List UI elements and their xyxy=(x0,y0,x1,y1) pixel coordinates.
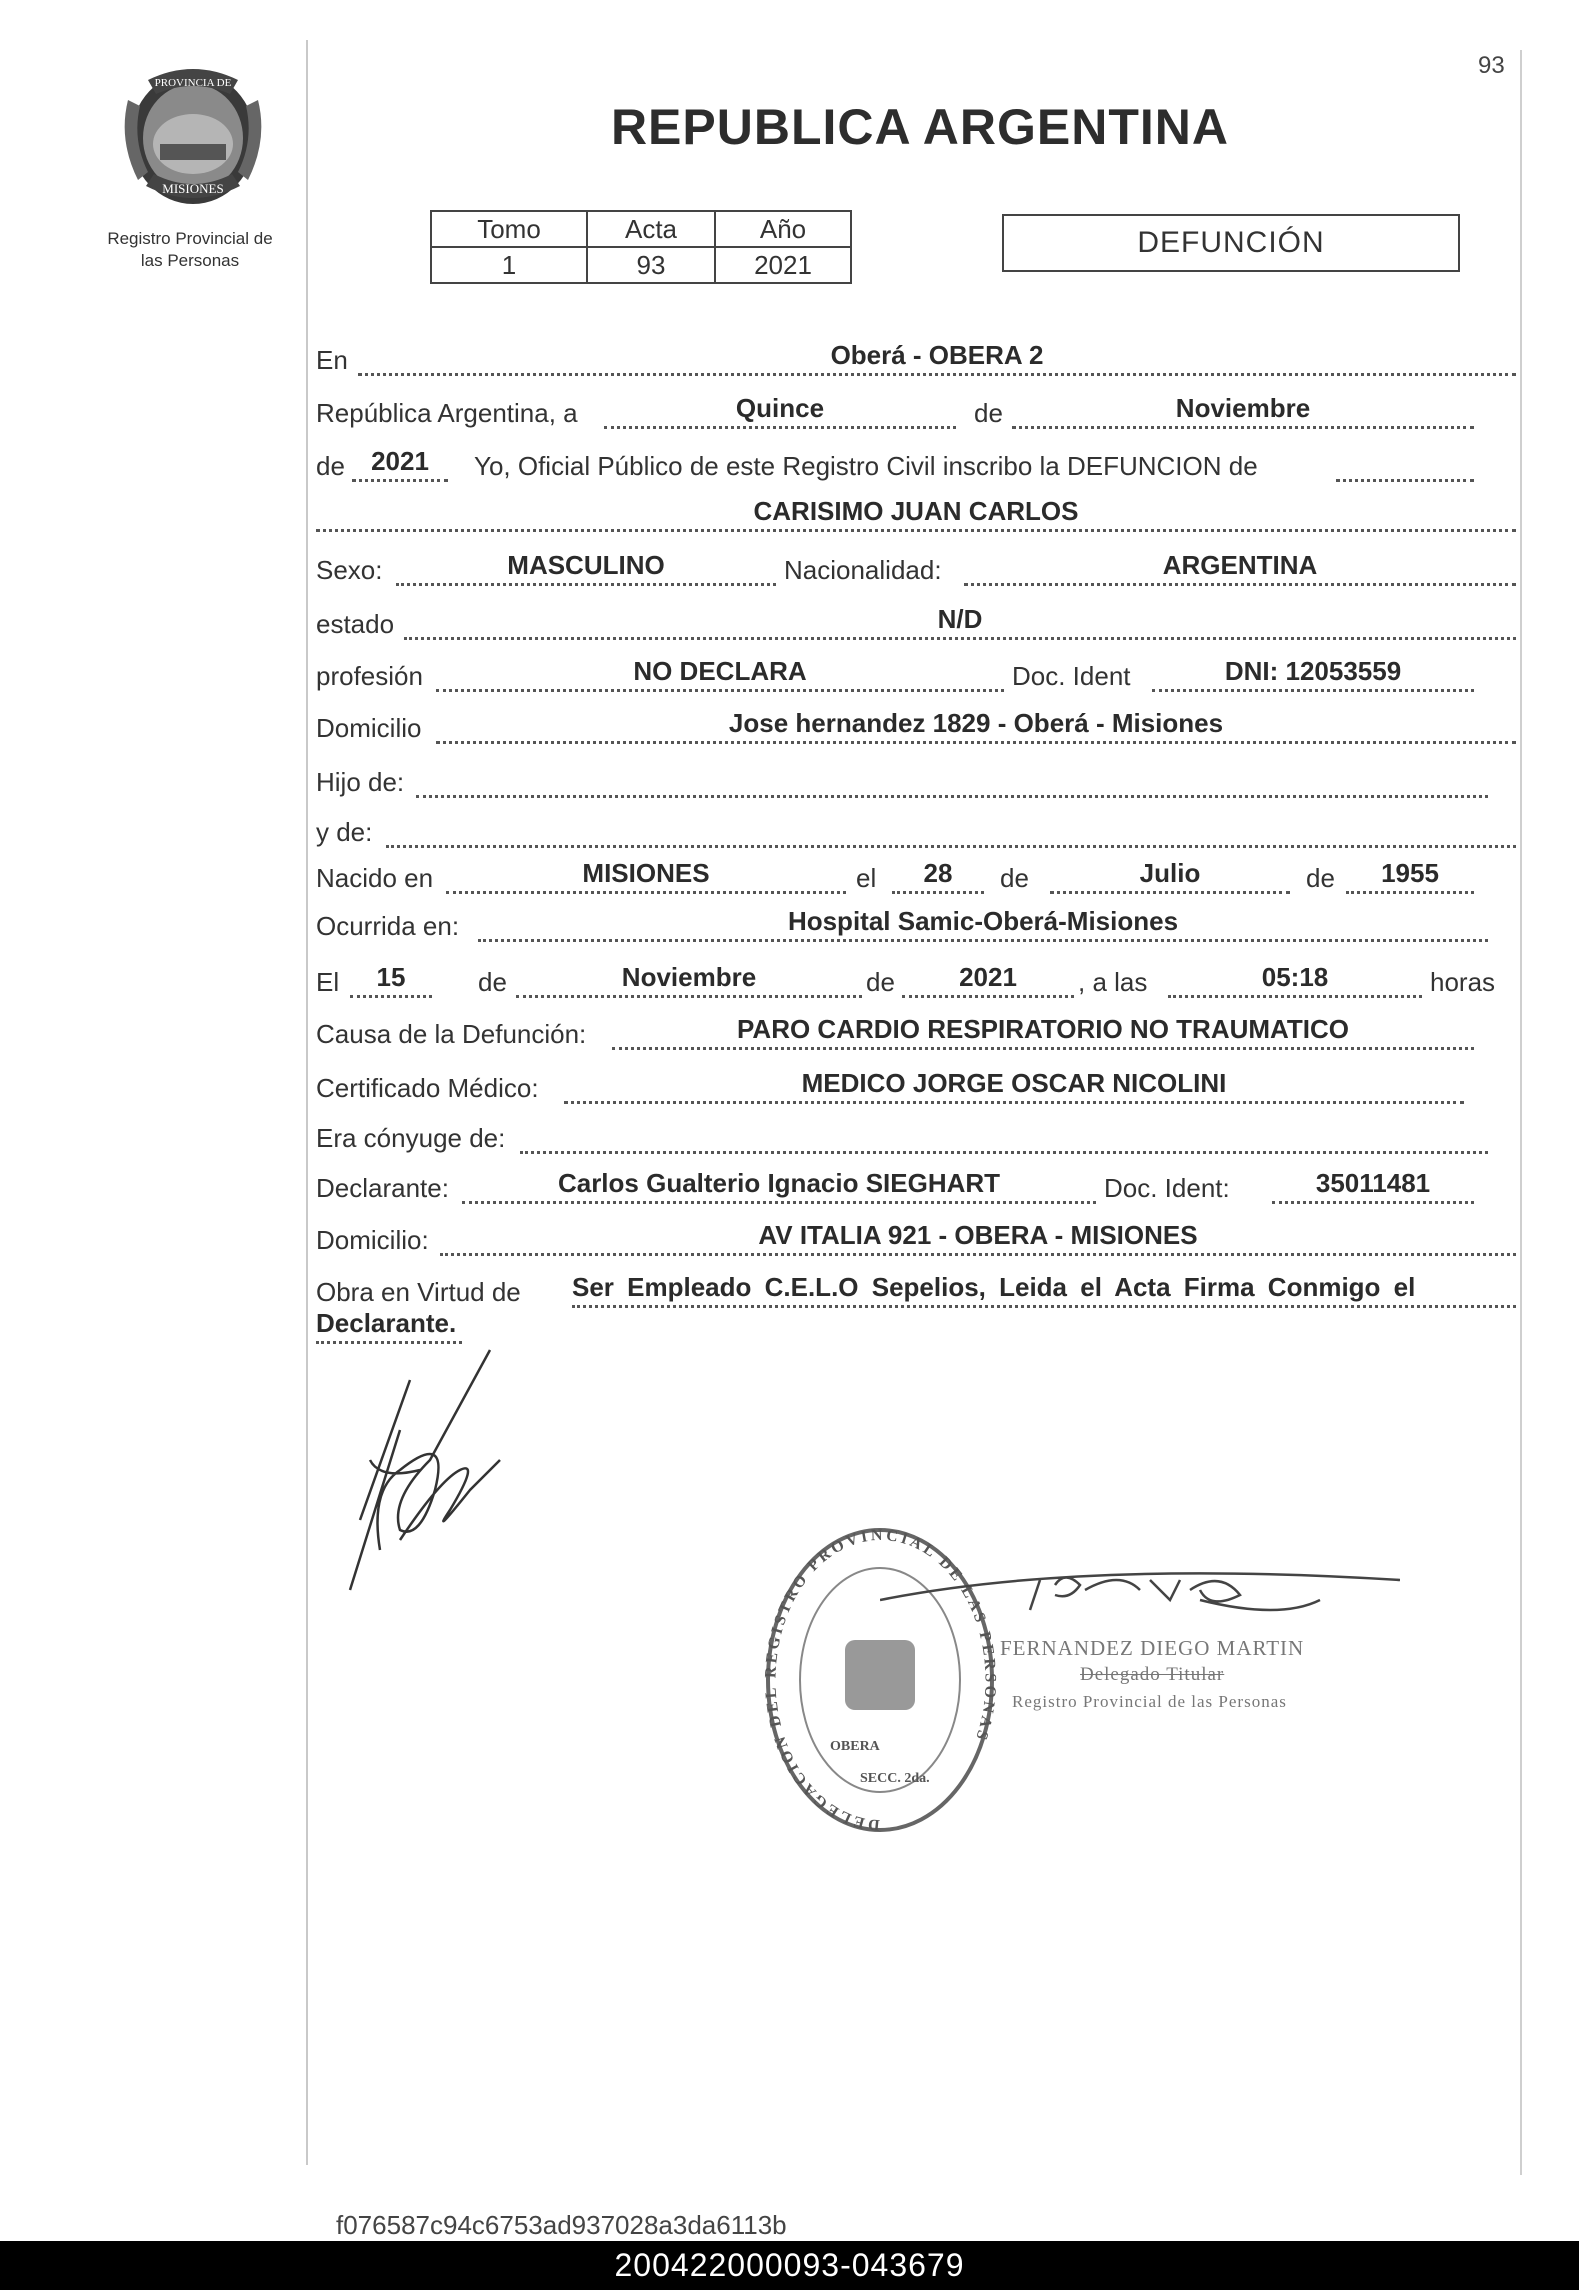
label-domicilio: Domicilio: xyxy=(316,1225,429,1255)
field-declarante: Carlos Gualterio Ignacio SIEGHART xyxy=(557,1168,1001,1198)
row-lugar xyxy=(316,340,1516,380)
label-de: de xyxy=(1306,863,1335,893)
label-el: el xyxy=(856,863,877,893)
row-nombre xyxy=(316,496,1516,536)
label-doc-ident: Doc. Ident: xyxy=(1104,1173,1230,1203)
row-domicilio xyxy=(316,708,1516,748)
label-hijo-de: Hijo de: xyxy=(316,767,405,797)
field-def-mes: Noviembre xyxy=(621,962,757,992)
field-anio: 2021 xyxy=(371,446,429,476)
record-table-value: 2021 xyxy=(715,247,851,283)
field-sexo: MASCULINO xyxy=(507,550,665,580)
label-profesion: profesión xyxy=(316,661,423,691)
row-ocurrida-en xyxy=(316,906,1516,946)
label-nacido-en: Nacido en xyxy=(316,863,434,893)
page-number: 93 xyxy=(1478,52,1505,79)
field-nombre-difunto: CARISIMO JUAN CARLOS xyxy=(753,496,1079,526)
registry-label-line1: Registro Provincial de xyxy=(107,229,273,248)
row-estado xyxy=(316,604,1516,644)
dotted-line xyxy=(386,845,1516,848)
field-estado: N/D xyxy=(937,604,983,634)
official-signature xyxy=(880,1540,1400,1650)
label-a-las: , a las xyxy=(1078,967,1148,997)
dotted-line xyxy=(1336,479,1474,482)
row-fecha xyxy=(316,393,1516,433)
label-en: En xyxy=(316,345,348,375)
record-table-value: 93 xyxy=(587,247,715,283)
row-fecha-defuncion xyxy=(316,962,1516,1002)
row-conyuge xyxy=(316,1118,1516,1158)
dotted-line xyxy=(416,795,1488,798)
seal-center-top: OBERA xyxy=(830,1739,880,1754)
field-dia-letras: Quince xyxy=(735,393,825,423)
field-obra-line2: Declarante. xyxy=(316,1308,457,1338)
label-de: de xyxy=(1000,863,1029,893)
row-obra-en-virtud xyxy=(316,1272,1516,1312)
right-margin-line xyxy=(1520,50,1522,2175)
row-y-de xyxy=(316,812,1516,852)
field-profesion: NO DECLARA xyxy=(633,656,807,686)
row-inscripcion xyxy=(316,446,1516,486)
label-y-de: y de: xyxy=(316,817,373,847)
field-mes: Noviembre xyxy=(1175,393,1311,423)
field-declarante-doc: 35011481 xyxy=(1315,1168,1431,1198)
field-dni: DNI: 12053559 xyxy=(1224,656,1402,686)
row-nacimiento xyxy=(316,858,1516,898)
label-republica: República Argentina, a xyxy=(316,398,578,428)
record-number-table xyxy=(430,210,852,284)
logo-bottom-text: MISIONES xyxy=(162,181,224,196)
label-de: de xyxy=(974,398,1003,428)
field-lugar: Oberá - OBERA 2 xyxy=(830,340,1044,370)
row-hijo-de xyxy=(316,762,1516,802)
row-causa xyxy=(316,1014,1516,1054)
label-conyuge: Era cónyuge de: xyxy=(316,1123,506,1153)
label-causa: Causa de la Defunción: xyxy=(316,1019,587,1049)
registry-label xyxy=(80,228,300,272)
field-domicilio: Jose hernandez 1829 - Oberá - Misiones xyxy=(728,708,1224,738)
record-type-box: DEFUNCIÓN xyxy=(1002,214,1460,272)
label-horas: horas xyxy=(1430,967,1496,997)
barcode-text: 200422000093-043679 xyxy=(614,2247,965,2283)
left-margin-line xyxy=(306,40,308,2165)
field-nacido-en: MISIONES xyxy=(582,858,710,888)
seal-center-bottom: SECC. 2da. xyxy=(860,1771,930,1786)
field-certificado: MEDICO JORGE OSCAR NICOLINI xyxy=(801,1068,1227,1098)
official-organization: Registro Provincial de las Personas xyxy=(1012,1692,1287,1711)
page-title: REPUBLICA ARGENTINA xyxy=(610,99,1230,155)
logo-top-text: PROVINCIA DE xyxy=(154,77,232,89)
label-doc-ident: Doc. Ident xyxy=(1012,661,1131,691)
label-nacionalidad: Nacionalidad: xyxy=(784,555,942,585)
label-de: de xyxy=(478,967,507,997)
label-inscribo: Yo, Oficial Público de este Registro Civil inscribo la DEFUNCION de xyxy=(474,451,1258,481)
row-declarante xyxy=(316,1168,1516,1208)
field-nacionalidad: ARGENTINA xyxy=(1162,550,1318,580)
field-nac-anio: 1955 xyxy=(1381,858,1439,888)
row-declarante-domicilio xyxy=(316,1220,1516,1260)
row-certificado xyxy=(316,1068,1516,1108)
label-domicilio: Domicilio xyxy=(316,713,422,743)
declarant-signature xyxy=(340,1340,540,1600)
record-table-header: Año xyxy=(715,211,851,247)
field-def-dia: 15 xyxy=(376,962,406,992)
label-estado: estado xyxy=(316,609,395,639)
field-ocurrida-en: Hospital Samic-Oberá-Misiones xyxy=(787,906,1179,936)
label-ocurrida-en: Ocurrida en: xyxy=(316,911,460,941)
record-table-header: Tomo xyxy=(431,211,587,247)
row-sexo xyxy=(316,550,1516,590)
field-obra-line1: Ser Empleado C.E.L.O Sepelios, Leida el Acta Firma Conmigo el xyxy=(572,1272,1416,1302)
field-nac-dia: 28 xyxy=(923,858,953,888)
dotted-line xyxy=(520,1151,1488,1154)
label-certificado: Certificado Médico: xyxy=(316,1073,539,1103)
record-table-header: Acta xyxy=(587,211,715,247)
label-declarante: Declarante: xyxy=(316,1173,449,1203)
record-table-value: 1 xyxy=(431,247,587,283)
official-title: Delegado Titular xyxy=(1080,1664,1225,1685)
label-de: de xyxy=(316,451,345,481)
registry-label-line2: las Personas xyxy=(140,251,240,270)
field-causa: PARO CARDIO RESPIRATORIO NO TRAUMATICO xyxy=(737,1014,1349,1044)
record-table-value-row xyxy=(431,247,851,283)
seal-ring-text: DELEGACION DEL REGISTRO PROVINCIAL DE LAS PERSONAS xyxy=(762,1526,999,1834)
label-obra: Obra en Virtud de xyxy=(316,1277,521,1307)
row-profesion xyxy=(316,656,1516,696)
field-def-hora: 05:18 xyxy=(1261,962,1329,992)
label-de: de xyxy=(866,967,895,997)
record-table-header-row xyxy=(431,211,851,247)
label-sexo: Sexo: xyxy=(316,555,383,585)
field-declarante-domicilio: AV ITALIA 921 - OBERA - MISIONES xyxy=(758,1220,1198,1250)
field-def-anio: 2021 xyxy=(959,962,1017,992)
label-el: El xyxy=(316,967,340,997)
field-nac-mes: Julio xyxy=(1139,858,1201,888)
document-hash: f076587c94c6753ad937028a3da6113b xyxy=(336,2210,787,2240)
official-name: FERNANDEZ DIEGO MARTIN xyxy=(1000,1636,1305,1660)
